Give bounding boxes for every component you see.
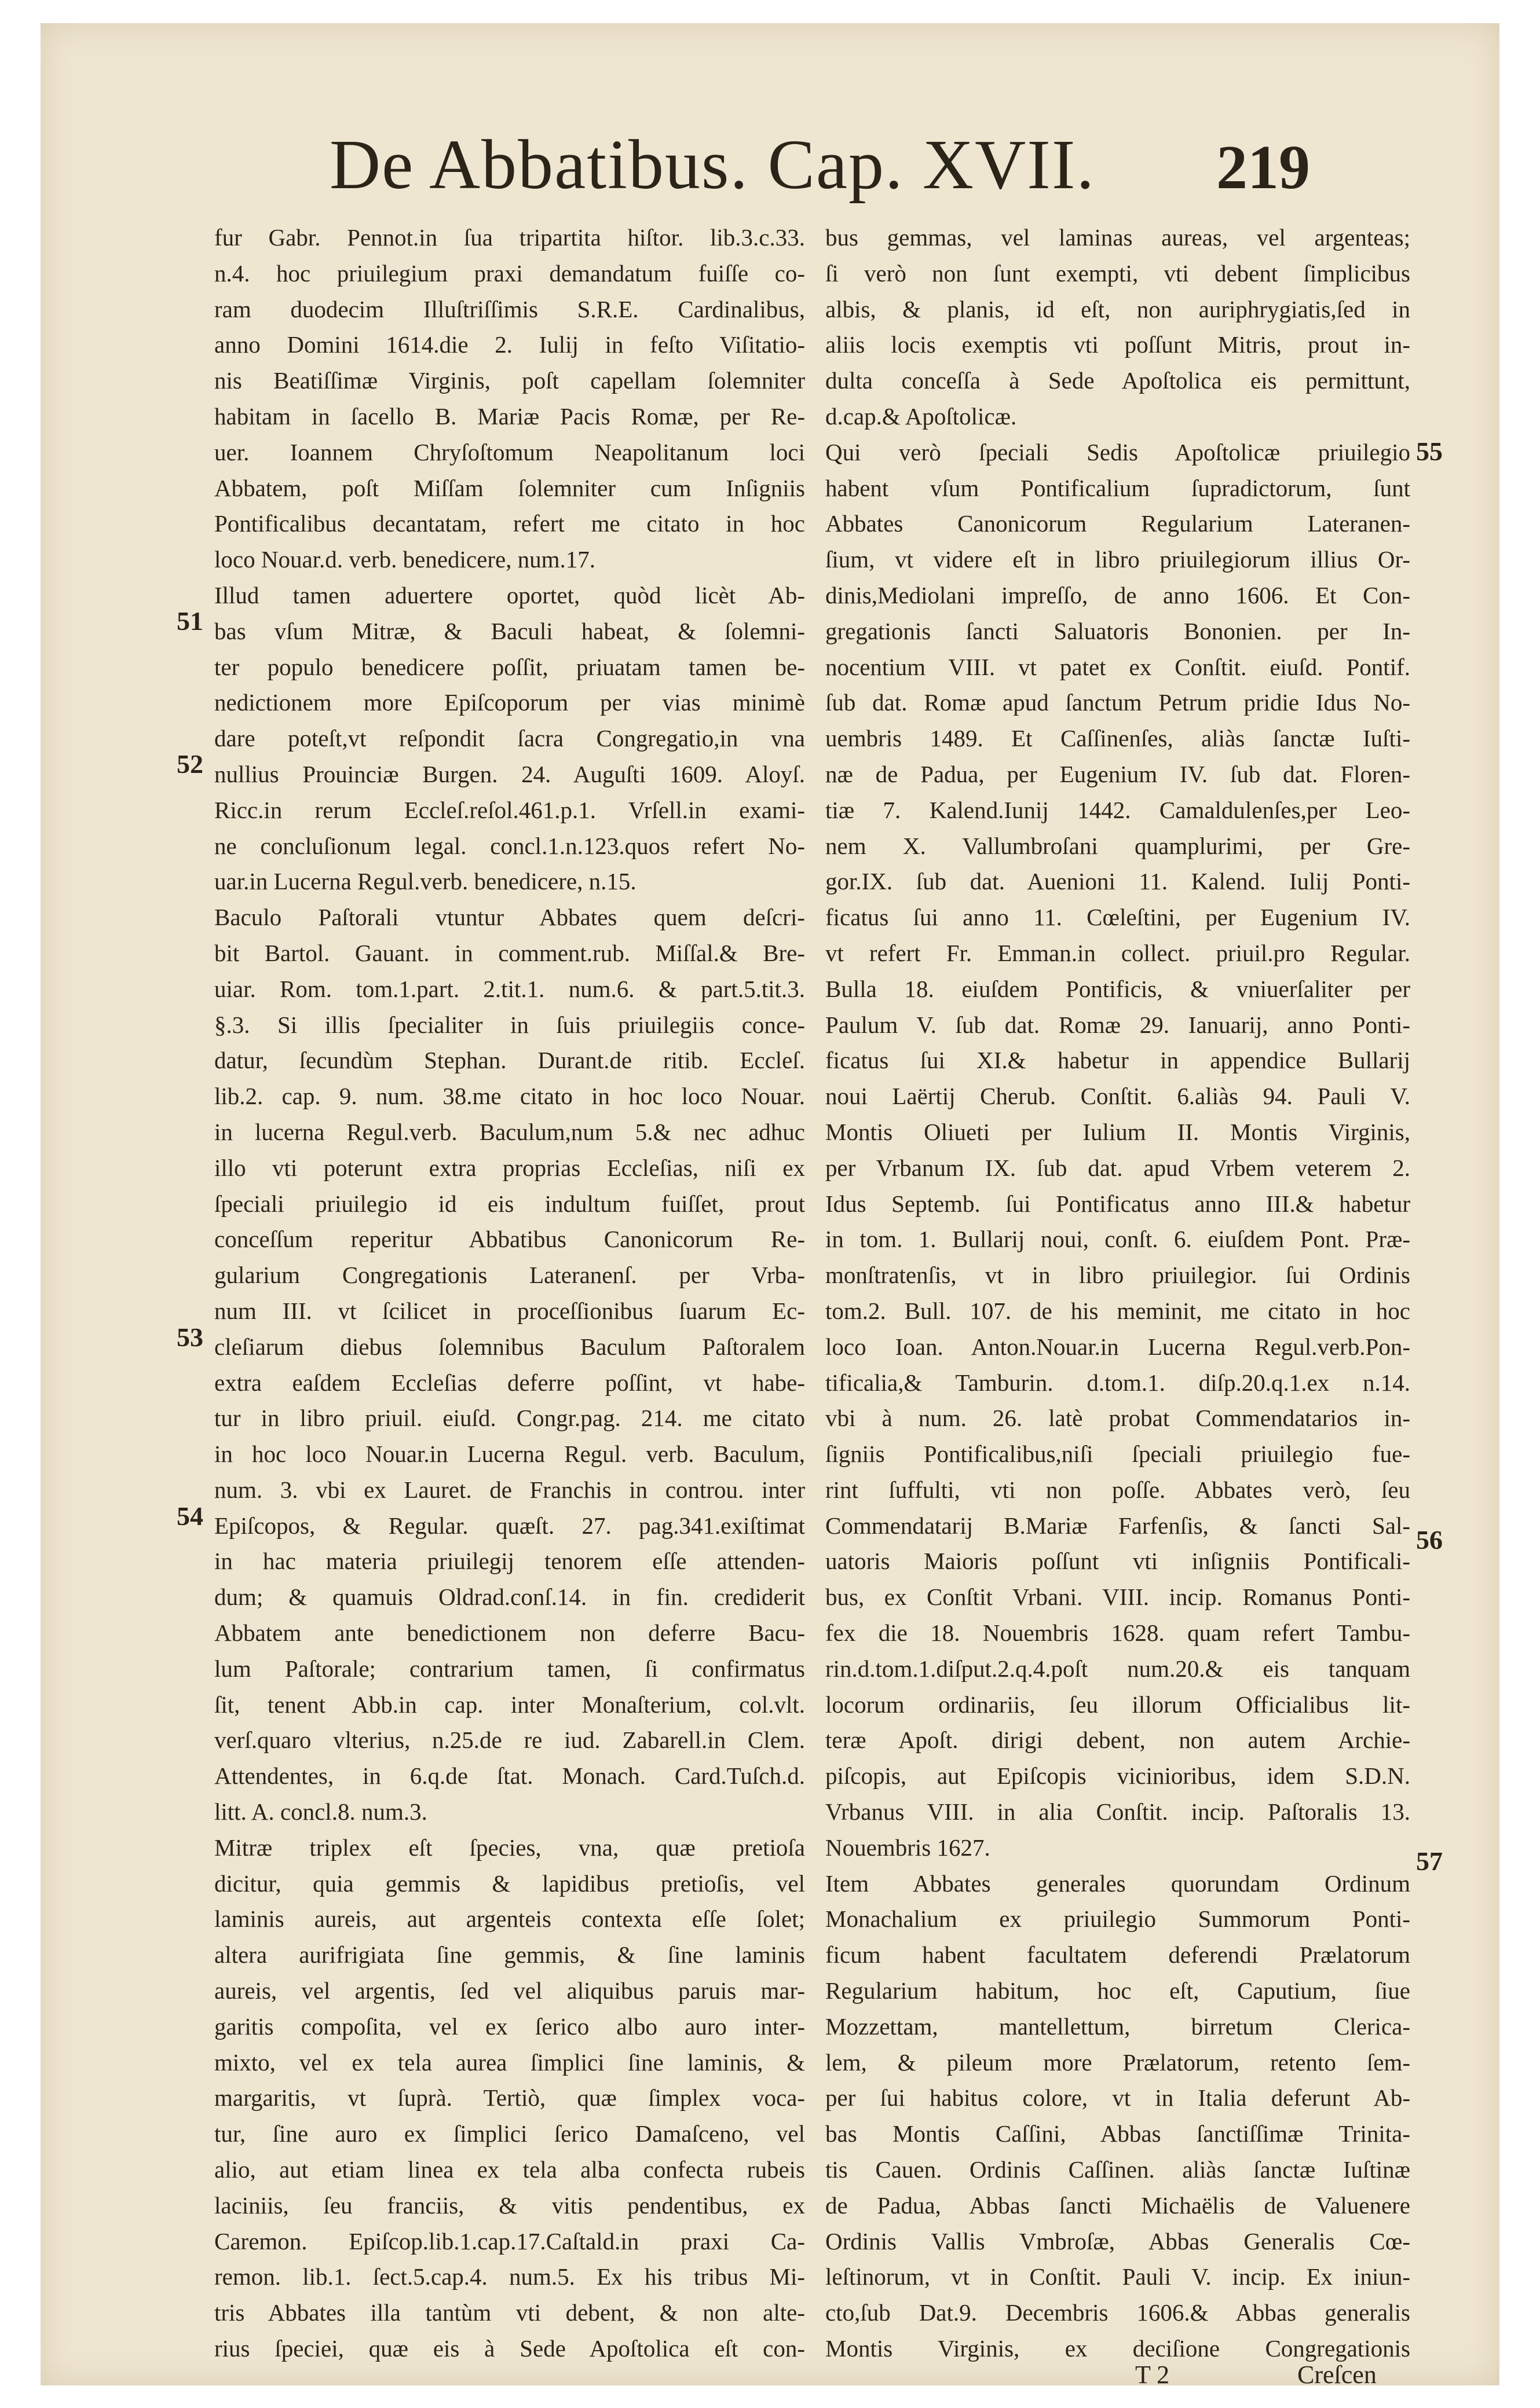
text-line: ficum habent facultatem deferendi Prælatorum xyxy=(825,1941,1410,1969)
text-line: tur in libro priuil. eiuſd. Congr.pag. 214. me citato xyxy=(214,1405,805,1432)
text-line: Idus Septemb. ſui Pontificatus anno III.& habetur xyxy=(825,1190,1410,1217)
text-line: nullius Prouinciæ Burgen. 24. Auguſti 1609. Aloyſ. xyxy=(214,760,805,787)
text-line: fur Gabr. Pennot.in ſua tripartita hiſtor. lib.3.c.33. xyxy=(214,224,805,251)
catchword: Creſcen xyxy=(1297,2361,1377,2389)
margin-number-54: 54 xyxy=(177,1501,203,1531)
text-line: in hoc loco Nouar.in Lucerna Regul. verb. Baculum, xyxy=(214,1441,805,1468)
text-line: Regularium habitum, hoc eſt, Caputium, ſiue xyxy=(825,1977,1410,2004)
text-line: Abbatem ante benedictionem non deferre Bacu- xyxy=(214,1619,805,1647)
text-line: bas Montis Caſſini, Abbas ſanctiſſimæ Trinita- xyxy=(825,2120,1410,2147)
text-line: num. 3. vbi ex Lauret. de Franchis in controu. inter xyxy=(214,1476,805,1503)
text-line: ſigniis Pontificalibus,niſi ſpeciali priuilegio fue- xyxy=(825,1441,1410,1468)
text-line: Qui verò ſpeciali Sedis Apoſtolicæ priuilegio xyxy=(825,438,1410,466)
text-line: Item Abbates generales quorundam Ordinum xyxy=(825,1870,1410,1897)
text-line: Montis Oliueti per Iulium II. Montis Virginis, xyxy=(825,1118,1410,1145)
text-line: laciniis, ſeu franciis, & vitis pendentibus, ex xyxy=(214,2191,805,2219)
text-line: dare poteſt,vt reſpondit ſacra Congregatio,in vna xyxy=(214,725,805,752)
text-line: dinis,Mediolani impreſſo, de anno 1606. Et Con- xyxy=(825,581,1410,609)
text-line: Baculo Paſtorali vtuntur Abbates quem deſcri- xyxy=(214,904,805,931)
margin-number-55: 55 xyxy=(1416,437,1443,466)
text-line: habitam in ſacello B. Mariæ Pacis Romæ, per Re- xyxy=(214,402,805,430)
text-line: tis Cauen. Ordinis Caſſinen. aliàs ſanctæ Iuſtinæ xyxy=(825,2156,1410,2183)
text-line: lib.2. cap. 9. num. 38.me citato in hoc loco Nouar. xyxy=(214,1083,805,1110)
text-line: ne concluſionum legal. concl.1.n.123.quos refert No- xyxy=(214,832,805,859)
text-line: Illud tamen aduertere oportet, quòd licèt Ab- xyxy=(214,581,805,609)
page-header xyxy=(41,122,1499,214)
text-line: ficatus ſui XI.& habetur in appendice Bullarij xyxy=(825,1047,1410,1074)
text-line: rin.d.tom.1.diſput.2.q.4.poſt num.20.& eis tanquam xyxy=(825,1655,1410,1682)
right-column xyxy=(825,220,1410,2362)
text-line: anno Domini 1614.die 2. Iulij in feſto Viſitatio- xyxy=(214,331,805,358)
text-line: Bulla 18. eiuſdem Pontificis, & vniuerſaliter per xyxy=(825,975,1410,1002)
margin-number-56: 56 xyxy=(1416,1525,1443,1555)
text-line: in lucerna Regul.verb. Baculum,num 5.& nec adhuc xyxy=(214,1118,805,1145)
text-line: Pontificalibus decantatam, refert me citato in hoc xyxy=(214,510,805,537)
text-line: Mitræ triplex eſt ſpecies, vna, quæ pretioſa xyxy=(214,1834,805,1861)
text-line: per ſui habitus colore, vt in Italia deferunt Ab- xyxy=(825,2084,1410,2112)
margin-number-57: 57 xyxy=(1416,1846,1443,1876)
text-line: Epiſcopos, & Regular. quæſt. 27. pag.341.exiſtimat xyxy=(214,1512,805,1539)
text-line: altera aurifrigiata ſine gemmis, & ſine laminis xyxy=(214,1941,805,1969)
text-line: nocentium VIII. vt patet ex Conſtit. eiuſd. Pontif. xyxy=(825,653,1410,680)
text-line: ſit, tenent Abb.in cap. inter Monaſterium, col.vlt. xyxy=(214,1691,805,1718)
text-line: ram duodecim Illuſtriſſimis S.R.E. Cardinalibus, xyxy=(214,295,805,322)
text-line: ficatus ſui anno 11. Cœleſtini, per Eugenium IV. xyxy=(825,904,1410,931)
text-line: alio, aut etiam linea ex tela alba confecta rubeis xyxy=(214,2156,805,2183)
text-line: uar.in Lucerna Regul.verb. benedicere, n.15. xyxy=(214,868,637,895)
text-line: uembris 1489. Et Caſſinenſes, aliàs ſanctæ Iuſti- xyxy=(825,725,1410,752)
text-line: næ de Padua, per Eugenium IV. ſub dat. Floren- xyxy=(825,760,1410,787)
text-line: dicitur, quia gemmis & lapidibus pretioſis, vel xyxy=(214,1870,805,1897)
text-line: tom.2. Bull. 107. de his meminit, me citato in hoc xyxy=(825,1297,1410,1324)
text-line: Abbatem, poſt Miſſam ſolemniter cum Inſigniis xyxy=(214,474,805,501)
text-line: tris Abbates illa tantùm vti debent, & non alte- xyxy=(214,2299,805,2326)
margin-number-52: 52 xyxy=(177,749,203,779)
text-line: Commendatarij B.Mariæ Farfenſis, & ſancti Sal- xyxy=(825,1512,1410,1539)
book-page xyxy=(41,23,1499,2389)
text-line: de Padua, Abbas ſancti Michaëlis de Valuenere xyxy=(825,2191,1410,2219)
page-number: 219 xyxy=(1216,133,1310,202)
text-line: mixto, vel ex tela aurea ſimplici ſine laminis, & xyxy=(214,2048,805,2076)
text-line: dulta conceſſa à Sede Apoſtolica eis permittunt, xyxy=(825,367,1410,394)
text-line: d.cap.& Apoſtolicæ. xyxy=(825,402,1017,430)
text-line: ſium, vt videre eſt in libro priuilegiorum illius Or- xyxy=(825,546,1410,573)
text-line: bus, ex Conſtit Vrbani. VIII. incip. Romanus Ponti- xyxy=(825,1584,1410,1611)
text-line: aliis locis exemptis vti poſſunt Mitris, prout in- xyxy=(825,331,1410,358)
text-line: Paulum V. ſub dat. Romæ 29. Ianuarij, anno Ponti- xyxy=(825,1011,1410,1038)
text-line: vbi à num. 26. latè probat Commendatarios in- xyxy=(825,1405,1410,1432)
text-line: num III. vt ſcilicet in proceſſionibus ſuarum Ec- xyxy=(214,1297,805,1324)
text-line: lem, & pileum more Prælatorum, retento ſem- xyxy=(825,2048,1410,2076)
text-line: tificalia,& Tamburin. d.tom.1. diſp.20.q.1.ex n.14. xyxy=(825,1369,1410,1396)
text-line: garitis compoſita, vel ex ſerico albo auro inter- xyxy=(214,2013,805,2040)
text-line: Ricc.in rerum Eccleſ.reſol.461.p.1. Vrſell.in exami- xyxy=(214,796,805,823)
text-line: uer. Ioannem Chryſoſtomum Neapolitanum loci xyxy=(214,438,805,466)
text-line: verſ.quaro vlterius, n.25.de re iud. Zabarell.in Clem. xyxy=(214,1727,805,1754)
text-line: loco Ioan. Anton.Nouar.in Lucerna Regul.verb.Pon- xyxy=(825,1333,1410,1360)
text-line: noui Laërtij Cherub. Conſtit. 6.aliàs 94. Pauli V. xyxy=(825,1083,1410,1110)
text-line: Montis Virginis, ex deciſione Congregationis xyxy=(825,2335,1410,2362)
text-line: margaritis, vt ſuprà. Tertiò, quæ ſimplex voca- xyxy=(214,2084,805,2112)
text-line: nis Beatiſſimæ Virginis, poſt capellam ſolemniter xyxy=(214,367,805,394)
text-line: Ordinis Vallis Vmbroſæ, Abbas Generalis Cœ- xyxy=(825,2227,1410,2255)
left-column xyxy=(214,220,805,2362)
text-line: gregationis ſancti Saluatoris Bononien. per In- xyxy=(825,617,1410,644)
text-line: bas vſum Mitræ, & Baculi habeat, & ſolemni- xyxy=(214,617,805,644)
text-line: litt. A. concl.8. num.3. xyxy=(214,1798,427,1826)
text-line: gor.IX. ſub dat. Auenioni 11. Kalend. Iulij Ponti- xyxy=(825,868,1410,895)
text-line: uatoris Maioris poſſunt vti inſigniis Pontificali- xyxy=(825,1548,1410,1575)
text-line: per Vrbanum IX. ſub dat. apud Vrbem veterem 2. xyxy=(825,1154,1410,1181)
text-line: Nouembris 1627. xyxy=(825,1834,990,1861)
running-title: De Abbatibus. Cap. XVII. xyxy=(329,126,1096,204)
text-line: locorum ordinariis, ſeu illorum Officialibus lit- xyxy=(825,1691,1410,1718)
text-line: albis, & planis, id eſt, non auriphrygiatis,ſed in xyxy=(825,295,1410,322)
text-line: Caremon. Epiſcop.lib.1.cap.17.Caſtald.in praxi Ca- xyxy=(214,2227,805,2255)
text-line: cleſiarum diebus ſolemnibus Baculum Paſtoralem xyxy=(214,1333,805,1360)
text-line: Attendentes, in 6.q.de ſtat. Monach. Card.Tuſch.d. xyxy=(214,1762,805,1790)
text-line: remon. lib.1. ſect.5.cap.4. num.5. Ex his tribus Mi- xyxy=(214,2263,805,2290)
text-line: rius ſpeciei, quæ eis à Sede Apoſtolica eſt con- xyxy=(214,2335,805,2362)
text-line: nedictionem more Epiſcoporum per vias minimè xyxy=(214,689,805,716)
text-line: Mozzettam, mantellettum, birretum Clerica- xyxy=(825,2013,1410,2040)
text-line: nem X. Vallumbroſani quamplurimi, per Gre- xyxy=(825,832,1410,859)
text-line: Vrbanus VIII. in alia Conſtit. incip. Paſtoralis 13. xyxy=(825,1798,1410,1826)
text-line: aureis, vel argentis, ſed vel aliquibus paruis mar- xyxy=(214,1977,805,2004)
text-line: habent vſum Pontificalium ſupradictorum, ſunt xyxy=(825,474,1410,501)
text-line: Abbates Canonicorum Regularium Lateranen- xyxy=(825,510,1410,537)
margin-number-53: 53 xyxy=(177,1322,203,1352)
text-line: loco Nouar.d. verb. benedicere, num.17. xyxy=(214,546,596,573)
text-line: illo vti poterunt extra proprias Eccleſias, niſi ex xyxy=(214,1154,805,1181)
text-line: ter populo benedicere poſſit, priuatam tamen be- xyxy=(214,653,805,680)
text-line: piſcopis, aut Epiſcopis vicinioribus, idem S.D.N. xyxy=(825,1762,1410,1790)
text-line: cto,ſub Dat.9. Decembris 1606.& Abbas generalis xyxy=(825,2299,1410,2326)
text-line: leſtinorum, vt in Conſtit. Pauli V. incip. Ex iniun- xyxy=(825,2263,1410,2290)
margin-number-51: 51 xyxy=(177,606,203,636)
text-line: bus gemmas, vel laminas aureas, vel argenteas; xyxy=(825,224,1410,251)
text-line: n.4. hoc priuilegium praxi demandatum fuiſſe co- xyxy=(214,259,805,287)
text-line: bit Bartol. Gauant. in comment.rub. Miſſal.& Bre- xyxy=(214,939,805,966)
text-line: vt refert Fr. Emman.in collect. priuil.pro Regular. xyxy=(825,939,1410,966)
text-line: Monachalium ex priuilegio Summorum Ponti- xyxy=(825,1905,1410,1933)
text-line: datur, ſecundùm Stephan. Durant.de ritib. Eccleſ. xyxy=(214,1047,805,1074)
text-line: conceſſum reperitur Abbatibus Canonicorum Re- xyxy=(214,1226,805,1253)
text-line: tiæ 7. Kalend.Iunij 1442. Camaldulenſes,per Leo- xyxy=(825,796,1410,823)
signature-mark: T 2 xyxy=(1135,2361,1170,2389)
text-line: §.3. Si illis ſpecialiter in ſuis priuilegiis conce- xyxy=(214,1011,805,1038)
text-line: gularium Congregationis Lateranenſ. per Vrba- xyxy=(214,1262,805,1289)
text-line: in hac materia priuilegij tenorem eſſe attenden- xyxy=(214,1548,805,1575)
text-line: teræ Apoſt. dirigi debent, non autem Archie- xyxy=(825,1727,1410,1754)
text-line: lum Paſtorale; contrarium tamen, ſi confirmatus xyxy=(214,1655,805,1682)
text-line: ſpeciali priuilegio id eis indultum fuiſſet, prout xyxy=(214,1190,805,1217)
text-line: fex die 18. Nouembris 1628. quam refert Tambu- xyxy=(825,1619,1410,1647)
text-line: monſtratenſis, vt in libro priuilegior. ſui Ordinis xyxy=(825,1262,1410,1289)
text-line: ſi verò non ſunt exempti, vti debent ſimplicibus xyxy=(825,259,1410,287)
text-line: in tom. 1. Bullarij noui, conſt. 6. eiuſdem Pont. Præ- xyxy=(825,1226,1410,1253)
text-line: rint ſuffulti, vti non poſſe. Abbates verò, ſeu xyxy=(825,1476,1410,1503)
text-line: laminis aureis, aut argenteis contexta eſſe ſolet; xyxy=(214,1905,805,1933)
text-line: dum; & quamuis Oldrad.conſ.14. in fin. crediderit xyxy=(214,1584,805,1611)
text-line: ſub dat. Romæ apud ſanctum Petrum pridie Idus No- xyxy=(825,689,1410,716)
text-line: extra eaſdem Eccleſias deferre poſſint, vt habe- xyxy=(214,1369,805,1396)
text-line: tur, ſine auro ex ſimplici ſerico Damaſceno, vel xyxy=(214,2120,805,2147)
text-line: uiar. Rom. tom.1.part. 2.tit.1. num.6. & part.5.tit.3. xyxy=(214,975,805,1002)
